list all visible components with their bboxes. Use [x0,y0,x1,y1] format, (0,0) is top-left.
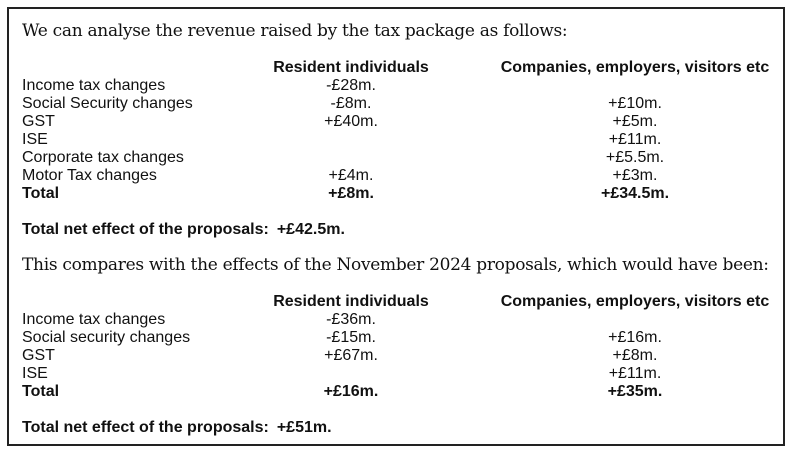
table2-row-resident: -£36m. [326,311,376,328]
table1-row-label: GST [22,113,55,130]
table1-row-label: Motor Tax changes [22,167,157,184]
table1-row-label: Corporate tax changes [22,149,184,166]
table1-net-value: +£42.5m. [276,221,345,238]
table1-total-label: Total [22,185,60,202]
table2-row-label: Income tax changes [22,311,166,328]
table1-row-resident: -£8m. [330,95,372,112]
table2-row-resident: +£67m. [324,347,378,364]
table2-net-value: +£51m. [276,419,332,436]
table1-total-resident: +£8m. [328,185,374,202]
table2-row-companies: +£8m. [612,347,658,364]
table1-row-companies: +£5.5m. [605,149,665,166]
table2-row-label: GST [22,347,55,364]
table1-row-resident: -£28m. [326,77,376,94]
table1-row-companies: +£11m. [608,131,662,148]
table2-total-label: Total [22,383,60,400]
table1-header-resident: Resident individuals [273,59,429,76]
table2-header-resident: Resident individuals [273,293,429,310]
compare-text: This compares with the effects of the November 2024 proposals, which would have been: [22,255,769,275]
table1-net-label: Total net effect of the proposals: [22,221,269,238]
intro-text: We can analyse the revenue raised by the tax package as follows: [22,21,568,41]
table1-row-label: Social Security changes [22,95,193,112]
table2-row-resident: -£15m. [326,329,376,346]
table1-row-resident: +£40m. [324,113,378,130]
table2-row-companies: +£16m. [608,329,662,346]
table1-row-companies: +£5m. [612,113,658,130]
table1-row-companies: +£10m. [608,95,662,112]
table1-total-companies: +£34.5m. [600,185,670,202]
table1-row-label: Income tax changes [22,77,166,94]
table2-row-label: Social security changes [22,329,191,346]
table1-row-label: ISE [22,131,48,148]
table1-row-companies: +£3m. [612,167,658,184]
table1-header-companies: Companies, employers, visitors etc [500,59,770,76]
table2-total-resident: +£16m. [323,383,379,400]
table2-row-label: ISE [22,365,48,382]
table1-row-resident: +£4m. [328,167,374,184]
document-frame [7,7,785,446]
table2-header-companies: Companies, employers, visitors etc [500,293,770,310]
table2-net-label: Total net effect of the proposals: [22,419,269,436]
table2-total-companies: +£35m. [607,383,663,400]
table2-row-companies: +£11m. [608,365,662,382]
table2-net-effect [22,419,332,437]
table1-net-effect [22,221,345,239]
